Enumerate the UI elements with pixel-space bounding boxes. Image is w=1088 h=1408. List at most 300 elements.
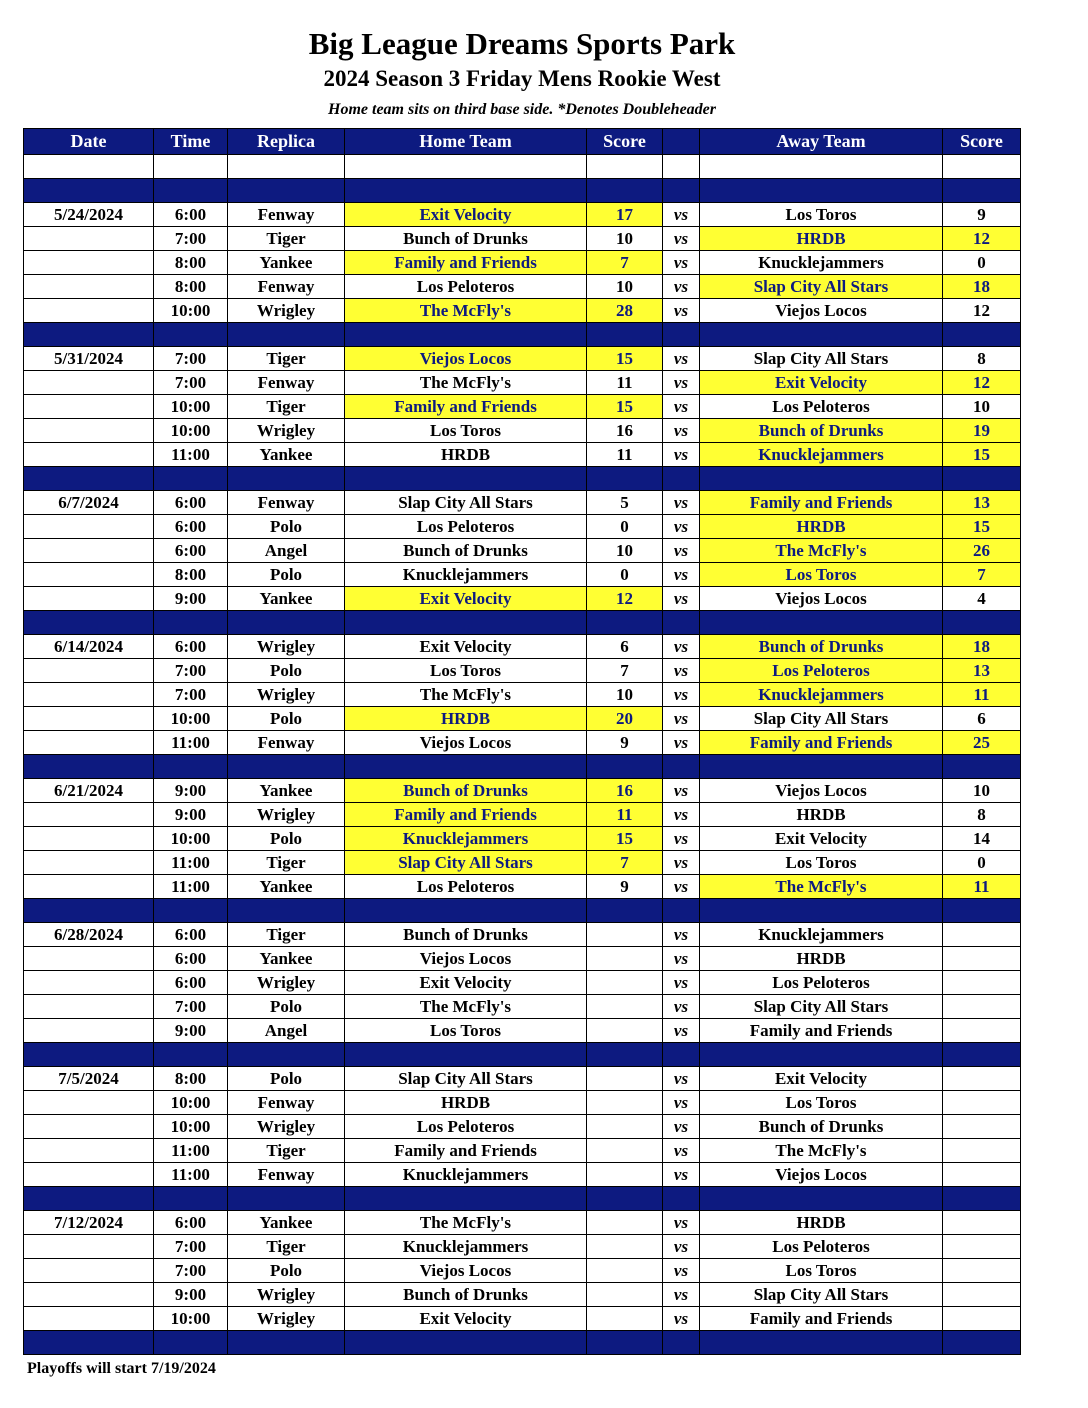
page-title: Big League Dreams Sports Park: [308, 26, 736, 61]
home-team: Knucklejammers: [345, 1235, 587, 1259]
away-team: Family and Friends: [700, 1019, 943, 1043]
away-team: Knucklejammers: [700, 683, 943, 707]
away-score: 18: [943, 275, 1021, 299]
home-team: Knucklejammers: [345, 1163, 587, 1187]
away-score: 12: [943, 371, 1021, 395]
home-team: Slap City All Stars: [345, 851, 587, 875]
away-score: [943, 1211, 1021, 1235]
game-replica: Fenway: [228, 371, 345, 395]
game-row: [24, 443, 1021, 467]
away-team: Slap City All Stars: [700, 347, 943, 371]
vs-label: vs: [663, 1115, 700, 1139]
col-header-away-score: Score: [943, 129, 1021, 155]
game-date-empty: [24, 707, 154, 731]
game-replica: Tiger: [228, 1235, 345, 1259]
game-time: 9:00: [154, 803, 228, 827]
home-score: 7: [587, 251, 663, 275]
game-row: [24, 923, 1021, 947]
game-replica: Yankee: [228, 947, 345, 971]
game-replica: Yankee: [228, 443, 345, 467]
away-score: 12: [943, 227, 1021, 251]
game-row: [24, 1115, 1021, 1139]
vs-label: vs: [663, 875, 700, 899]
vs-label: vs: [663, 227, 700, 251]
away-score: 7: [943, 563, 1021, 587]
home-team: The McFly's: [345, 371, 587, 395]
home-score: [587, 923, 663, 947]
vs-label: vs: [663, 299, 700, 323]
away-team: Bunch of Drunks: [700, 1115, 943, 1139]
game-date-empty: [24, 803, 154, 827]
game-replica: Polo: [228, 1259, 345, 1283]
game-replica: Tiger: [228, 923, 345, 947]
home-team: Knucklejammers: [345, 563, 587, 587]
week-separator: [24, 179, 1021, 203]
game-date-empty: [24, 395, 154, 419]
game-replica: Wrigley: [228, 635, 345, 659]
vs-label: vs: [663, 1091, 700, 1115]
game-time: 10:00: [154, 419, 228, 443]
vs-label: vs: [663, 1019, 700, 1043]
away-team: Los Peloteros: [700, 659, 943, 683]
away-score: 12: [943, 299, 1021, 323]
vs-label: vs: [663, 251, 700, 275]
away-score: [943, 1139, 1021, 1163]
vs-label: vs: [663, 803, 700, 827]
home-team: The McFly's: [345, 1211, 587, 1235]
away-team: Bunch of Drunks: [700, 419, 943, 443]
away-team: The McFly's: [700, 875, 943, 899]
game-date-empty: [24, 563, 154, 587]
home-team: The McFly's: [345, 683, 587, 707]
away-team: Knucklejammers: [700, 923, 943, 947]
game-row: [24, 419, 1021, 443]
game-row: [24, 1211, 1021, 1235]
game-replica: Wrigley: [228, 299, 345, 323]
vs-label: vs: [663, 995, 700, 1019]
home-score: 9: [587, 875, 663, 899]
home-score: 10: [587, 539, 663, 563]
away-score: 10: [943, 779, 1021, 803]
game-date-empty: [24, 851, 154, 875]
away-score: [943, 1115, 1021, 1139]
blank-row: [24, 155, 1021, 179]
game-replica: Tiger: [228, 395, 345, 419]
home-score: [587, 947, 663, 971]
game-time: 8:00: [154, 1067, 228, 1091]
game-date-empty: [24, 1115, 154, 1139]
away-team: Los Toros: [700, 851, 943, 875]
game-replica: Fenway: [228, 275, 345, 299]
game-replica: Polo: [228, 563, 345, 587]
away-team: Family and Friends: [700, 731, 943, 755]
schedule-table: [23, 128, 1021, 1355]
away-team: Exit Velocity: [700, 827, 943, 851]
vs-label: vs: [663, 1139, 700, 1163]
away-score: 15: [943, 515, 1021, 539]
away-team: Los Toros: [700, 563, 943, 587]
col-header-time: Time: [154, 129, 228, 155]
vs-label: vs: [663, 1235, 700, 1259]
game-time: 7:00: [154, 347, 228, 371]
game-row: [24, 371, 1021, 395]
away-score: 11: [943, 683, 1021, 707]
away-score: 15: [943, 443, 1021, 467]
away-score: 11: [943, 875, 1021, 899]
game-replica: Wrigley: [228, 1115, 345, 1139]
game-date: 5/31/2024: [24, 347, 154, 371]
game-replica: Fenway: [228, 731, 345, 755]
week-separator: [24, 1043, 1021, 1067]
game-replica: Yankee: [228, 779, 345, 803]
col-header-away-team: Away Team: [700, 129, 943, 155]
game-date-empty: [24, 371, 154, 395]
game-row: [24, 299, 1021, 323]
week-separator: [24, 611, 1021, 635]
game-row: [24, 227, 1021, 251]
game-replica: Wrigley: [228, 803, 345, 827]
away-score: [943, 1067, 1021, 1091]
home-score: 16: [587, 779, 663, 803]
game-time: 10:00: [154, 1307, 228, 1331]
away-team: Exit Velocity: [700, 371, 943, 395]
vs-label: vs: [663, 347, 700, 371]
away-score: 13: [943, 659, 1021, 683]
game-time: 6:00: [154, 1211, 228, 1235]
away-team: HRDB: [700, 803, 943, 827]
game-time: 9:00: [154, 1283, 228, 1307]
col-header-replica: Replica: [228, 129, 345, 155]
away-team: Los Peloteros: [700, 1235, 943, 1259]
vs-label: vs: [663, 659, 700, 683]
away-team: Knucklejammers: [700, 251, 943, 275]
game-row: [24, 1067, 1021, 1091]
home-team: Los Peloteros: [345, 275, 587, 299]
home-team: Slap City All Stars: [345, 491, 587, 515]
game-row: [24, 347, 1021, 371]
vs-label: vs: [663, 371, 700, 395]
away-score: [943, 1259, 1021, 1283]
home-score: 16: [587, 419, 663, 443]
home-team: Bunch of Drunks: [345, 779, 587, 803]
away-team: Family and Friends: [700, 1307, 943, 1331]
game-row: [24, 851, 1021, 875]
away-score: 0: [943, 851, 1021, 875]
game-replica: Fenway: [228, 1091, 345, 1115]
game-time: 11:00: [154, 1139, 228, 1163]
game-replica: Fenway: [228, 491, 345, 515]
game-date-empty: [24, 1235, 154, 1259]
col-header-home-team: Home Team: [345, 129, 587, 155]
game-row: [24, 563, 1021, 587]
away-score: 6: [943, 707, 1021, 731]
game-time: 10:00: [154, 1091, 228, 1115]
game-date-empty: [24, 587, 154, 611]
game-row: [24, 995, 1021, 1019]
game-row: [24, 1139, 1021, 1163]
game-replica: Wrigley: [228, 971, 345, 995]
home-score: [587, 995, 663, 1019]
away-score: [943, 1283, 1021, 1307]
home-team: HRDB: [345, 443, 587, 467]
game-date-empty: [24, 515, 154, 539]
game-time: 6:00: [154, 923, 228, 947]
game-replica: Yankee: [228, 875, 345, 899]
game-time: 7:00: [154, 1235, 228, 1259]
away-team: HRDB: [700, 1211, 943, 1235]
game-date-empty: [24, 971, 154, 995]
game-date-empty: [24, 947, 154, 971]
away-team: Knucklejammers: [700, 443, 943, 467]
home-team: HRDB: [345, 707, 587, 731]
game-replica: Tiger: [228, 851, 345, 875]
game-time: 6:00: [154, 947, 228, 971]
game-row: [24, 1283, 1021, 1307]
home-team: Los Toros: [345, 659, 587, 683]
vs-label: vs: [663, 1163, 700, 1187]
away-score: 10: [943, 395, 1021, 419]
away-score: 0: [943, 251, 1021, 275]
game-time: 10:00: [154, 707, 228, 731]
game-row: [24, 275, 1021, 299]
vs-label: vs: [663, 1067, 700, 1091]
game-replica: Tiger: [228, 347, 345, 371]
vs-label: vs: [663, 515, 700, 539]
home-team: Family and Friends: [345, 251, 587, 275]
game-replica: Polo: [228, 707, 345, 731]
home-score: 11: [587, 443, 663, 467]
game-row: [24, 1307, 1021, 1331]
game-row: [24, 491, 1021, 515]
game-replica: Polo: [228, 995, 345, 1019]
game-date: 6/28/2024: [24, 923, 154, 947]
away-score: 9: [943, 203, 1021, 227]
home-score: 10: [587, 275, 663, 299]
home-score: [587, 1067, 663, 1091]
away-team: Viejos Locos: [700, 1163, 943, 1187]
game-row: [24, 635, 1021, 659]
game-time: 9:00: [154, 779, 228, 803]
game-time: 11:00: [154, 1163, 228, 1187]
home-score: 15: [587, 395, 663, 419]
away-score: 19: [943, 419, 1021, 443]
game-time: 6:00: [154, 971, 228, 995]
game-row: [24, 947, 1021, 971]
game-time: 9:00: [154, 587, 228, 611]
game-row: [24, 875, 1021, 899]
game-date-empty: [24, 995, 154, 1019]
home-score: 15: [587, 827, 663, 851]
away-team: Family and Friends: [700, 491, 943, 515]
vs-label: vs: [663, 1259, 700, 1283]
home-score: 12: [587, 587, 663, 611]
home-team: HRDB: [345, 1091, 587, 1115]
away-team: The McFly's: [700, 1139, 943, 1163]
game-row: [24, 1091, 1021, 1115]
game-replica: Yankee: [228, 251, 345, 275]
game-time: 6:00: [154, 539, 228, 563]
away-team: Los Peloteros: [700, 971, 943, 995]
game-time: 6:00: [154, 515, 228, 539]
game-replica: Fenway: [228, 1163, 345, 1187]
home-team: Slap City All Stars: [345, 1067, 587, 1091]
week-separator: [24, 1187, 1021, 1211]
away-team: The McFly's: [700, 539, 943, 563]
vs-label: vs: [663, 395, 700, 419]
away-team: Viejos Locos: [700, 779, 943, 803]
game-date-empty: [24, 731, 154, 755]
away-team: Los Peloteros: [700, 395, 943, 419]
game-replica: Tiger: [228, 227, 345, 251]
away-score: [943, 1235, 1021, 1259]
vs-label: vs: [663, 443, 700, 467]
home-score: 7: [587, 851, 663, 875]
away-score: [943, 971, 1021, 995]
away-team: Los Toros: [700, 203, 943, 227]
away-score: 18: [943, 635, 1021, 659]
vs-label: vs: [663, 203, 700, 227]
game-row: [24, 1235, 1021, 1259]
home-score: 11: [587, 371, 663, 395]
home-score: [587, 1139, 663, 1163]
col-header-home-score: Score: [587, 129, 663, 155]
away-score: 25: [943, 731, 1021, 755]
game-row: [24, 971, 1021, 995]
away-score: 4: [943, 587, 1021, 611]
game-row: [24, 1259, 1021, 1283]
home-team: Family and Friends: [345, 803, 587, 827]
game-row: [24, 803, 1021, 827]
home-team: Bunch of Drunks: [345, 539, 587, 563]
home-team: Viejos Locos: [345, 1259, 587, 1283]
game-date-empty: [24, 275, 154, 299]
away-score: 8: [943, 347, 1021, 371]
game-date-empty: [24, 875, 154, 899]
home-score: 10: [587, 683, 663, 707]
week-separator: [24, 467, 1021, 491]
away-score: [943, 995, 1021, 1019]
home-team: Viejos Locos: [345, 731, 587, 755]
game-replica: Polo: [228, 515, 345, 539]
game-row: [24, 251, 1021, 275]
home-team: Exit Velocity: [345, 635, 587, 659]
home-score: 10: [587, 227, 663, 251]
game-replica: Wrigley: [228, 419, 345, 443]
week-separator: [24, 755, 1021, 779]
vs-label: vs: [663, 851, 700, 875]
game-time: 6:00: [154, 203, 228, 227]
game-date-empty: [24, 1259, 154, 1283]
home-score: 28: [587, 299, 663, 323]
home-team: Family and Friends: [345, 1139, 587, 1163]
away-score: 8: [943, 803, 1021, 827]
away-team: HRDB: [700, 947, 943, 971]
week-separator: [24, 1331, 1021, 1355]
game-time: 7:00: [154, 995, 228, 1019]
vs-label: vs: [663, 923, 700, 947]
home-score: 0: [587, 515, 663, 539]
home-team: Bunch of Drunks: [345, 227, 587, 251]
game-date: 6/7/2024: [24, 491, 154, 515]
game-row: [24, 1019, 1021, 1043]
game-time: 10:00: [154, 395, 228, 419]
vs-label: vs: [663, 419, 700, 443]
game-time: 10:00: [154, 827, 228, 851]
home-score: 11: [587, 803, 663, 827]
vs-label: vs: [663, 707, 700, 731]
game-replica: Wrigley: [228, 1307, 345, 1331]
game-row: [24, 827, 1021, 851]
vs-label: vs: [663, 827, 700, 851]
game-row: [24, 587, 1021, 611]
game-time: 6:00: [154, 635, 228, 659]
away-score: [943, 923, 1021, 947]
game-replica: Tiger: [228, 1139, 345, 1163]
game-date-empty: [24, 1139, 154, 1163]
game-time: 10:00: [154, 299, 228, 323]
vs-label: vs: [663, 1307, 700, 1331]
vs-label: vs: [663, 971, 700, 995]
game-replica: Yankee: [228, 587, 345, 611]
game-row: [24, 779, 1021, 803]
schedule-note: Home team sits on third base side. *Denotes Doubleheader: [328, 101, 716, 118]
game-date-empty: [24, 251, 154, 275]
game-row: [24, 539, 1021, 563]
game-date-empty: [24, 659, 154, 683]
game-time: 8:00: [154, 275, 228, 299]
game-time: 8:00: [154, 251, 228, 275]
home-score: 5: [587, 491, 663, 515]
game-date: 6/14/2024: [24, 635, 154, 659]
game-time: 7:00: [154, 1259, 228, 1283]
home-team: Los Peloteros: [345, 1115, 587, 1139]
home-team: Los Peloteros: [345, 875, 587, 899]
game-replica: Polo: [228, 659, 345, 683]
game-row: [24, 1163, 1021, 1187]
away-team: Slap City All Stars: [700, 707, 943, 731]
home-team: Exit Velocity: [345, 971, 587, 995]
game-date: 6/21/2024: [24, 779, 154, 803]
game-time: 11:00: [154, 851, 228, 875]
game-replica: Polo: [228, 1067, 345, 1091]
home-team: The McFly's: [345, 995, 587, 1019]
game-date: 5/24/2024: [24, 203, 154, 227]
game-date-empty: [24, 1019, 154, 1043]
home-score: [587, 1283, 663, 1307]
vs-label: vs: [663, 1283, 700, 1307]
home-score: [587, 1307, 663, 1331]
game-row: [24, 515, 1021, 539]
game-time: 7:00: [154, 371, 228, 395]
vs-label: vs: [663, 779, 700, 803]
home-team: Los Toros: [345, 419, 587, 443]
away-team: Viejos Locos: [700, 587, 943, 611]
home-team: Viejos Locos: [345, 347, 587, 371]
vs-label: vs: [663, 587, 700, 611]
game-time: 10:00: [154, 1115, 228, 1139]
vs-label: vs: [663, 491, 700, 515]
away-team: Slap City All Stars: [700, 995, 943, 1019]
game-replica: Polo: [228, 827, 345, 851]
away-score: [943, 1019, 1021, 1043]
home-score: [587, 971, 663, 995]
col-header-vs: [663, 129, 700, 155]
game-time: 7:00: [154, 227, 228, 251]
vs-label: vs: [663, 563, 700, 587]
game-date-empty: [24, 683, 154, 707]
home-score: 9: [587, 731, 663, 755]
home-team: Los Peloteros: [345, 515, 587, 539]
